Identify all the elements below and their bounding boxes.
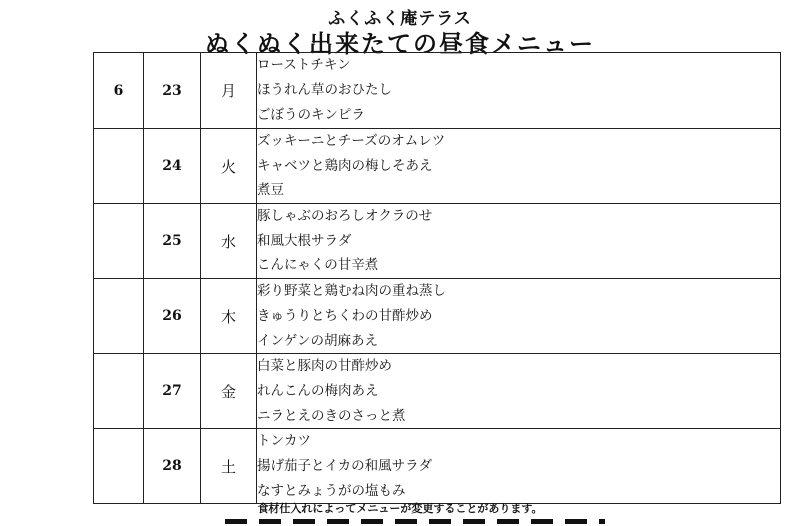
weekday-cell: 木 <box>201 279 257 354</box>
menu-row <box>94 129 781 204</box>
month-cell <box>94 204 144 279</box>
month-cell <box>94 279 144 354</box>
day-cell: 26 <box>144 279 201 354</box>
weekday-cell: 金 <box>201 354 257 429</box>
dish-item: 白菜と豚肉の甘酢炒め <box>257 358 392 375</box>
menu-table <box>93 52 781 504</box>
dish-item: 揚げ茄子とイカの和風サラダ <box>257 457 432 474</box>
dish-item: 豚しゃぶのおろしオクラのせ <box>257 208 433 225</box>
dish-item: ローストチキン <box>257 57 351 74</box>
dish-item: ほうれん草のおひたし <box>257 82 392 99</box>
month-cell <box>94 129 144 204</box>
dishes-cell <box>257 204 781 279</box>
cut-off-footer-text <box>225 512 605 526</box>
day-cell: 27 <box>144 354 201 429</box>
dish-item: こんにゃくの甘辛煮 <box>257 257 379 274</box>
menu-change-notice: 食材仕入れによってメニューが変更することがあります。 <box>257 502 543 515</box>
page-title: ぬくぬく出来たての昼食メニュー <box>205 30 595 58</box>
dish-item: 彩り野菜と鶏むね肉の重ね蒸し <box>257 283 446 300</box>
restaurant-name: ふくふく庵テラス <box>328 9 472 29</box>
menu-row <box>94 204 781 279</box>
dish-item: インゲンの胡麻あえ <box>257 332 378 349</box>
month-cell <box>94 429 144 504</box>
weekday-cell: 火 <box>201 129 257 204</box>
dish-item: きゅうりとちくわの甘酢炒め <box>257 307 433 324</box>
dish-item: ニラとえのきのさっと煮 <box>257 407 406 424</box>
dishes-cell <box>257 354 781 429</box>
day-cell: 28 <box>144 429 201 504</box>
dish-item: なすとみょうがの塩もみ <box>257 482 406 499</box>
day-cell: 25 <box>144 204 201 279</box>
weekday-cell: 月 <box>201 53 257 129</box>
dish-item: 和風大根サラダ <box>257 232 352 249</box>
menu-row <box>94 279 781 354</box>
dishes-cell <box>257 129 781 204</box>
month-cell: 6 <box>94 53 144 129</box>
menu-row <box>94 429 781 504</box>
weekday-cell: 土 <box>201 429 257 504</box>
dishes-cell <box>257 53 781 129</box>
dish-item: トンカツ <box>257 433 311 450</box>
day-cell: 23 <box>144 53 201 129</box>
dish-item: 煮豆 <box>257 182 284 199</box>
dish-item: キャベツと鶏肉の梅しそあえ <box>257 157 433 174</box>
dish-item: ごぼうのキンピラ <box>257 106 365 123</box>
month-cell <box>94 354 144 429</box>
dish-item: れんこんの梅肉あえ <box>257 382 379 399</box>
dishes-cell <box>257 279 781 354</box>
weekday-cell: 水 <box>201 204 257 279</box>
day-cell: 24 <box>144 129 201 204</box>
menu-row <box>94 354 781 429</box>
dish-item: ズッキーニとチーズのオムレツ <box>257 133 446 149</box>
dishes-cell <box>257 429 781 504</box>
menu-row <box>94 53 781 129</box>
